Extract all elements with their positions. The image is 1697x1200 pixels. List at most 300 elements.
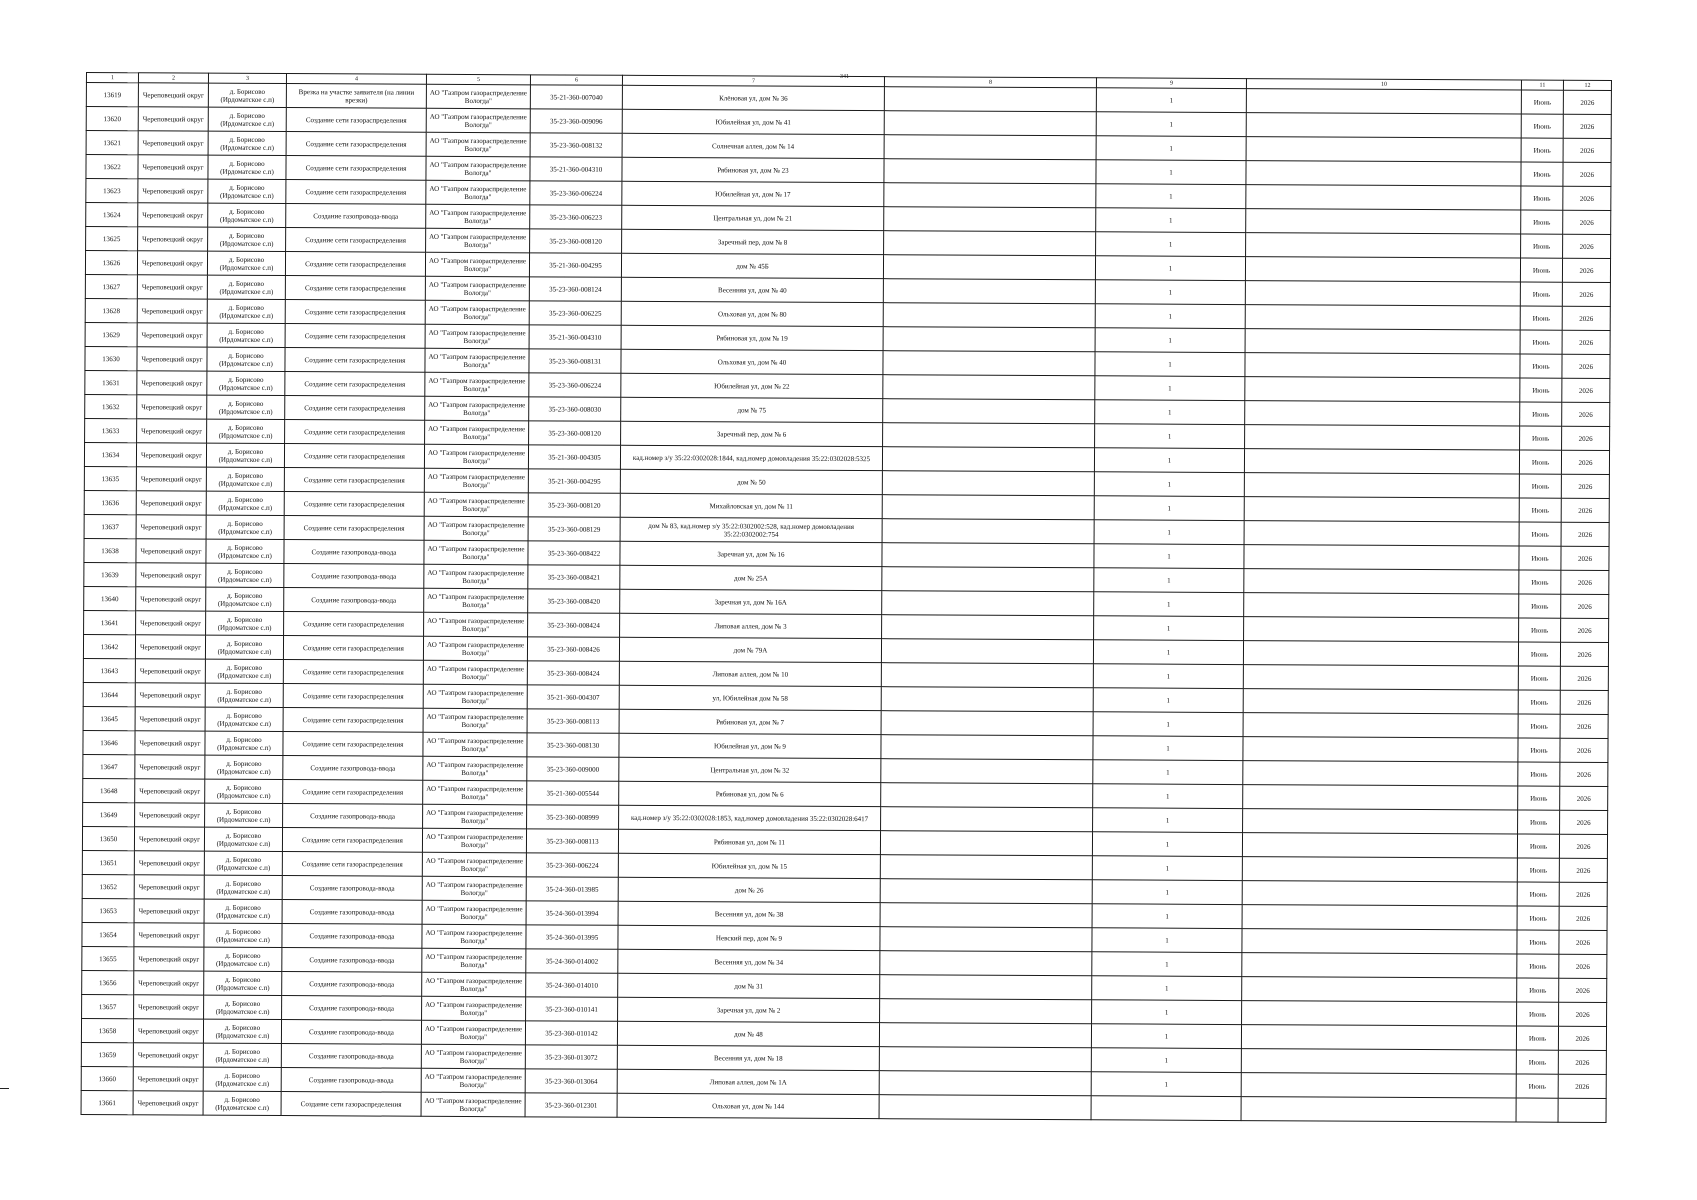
settlement-cell: д. Борисово (Ирдоматское с.п)	[203, 1067, 281, 1091]
remarks-cell	[1243, 641, 1518, 666]
application-number-cell: 35-24-360-013985	[526, 877, 618, 901]
row-number: 13635	[84, 466, 136, 490]
remarks-cell	[1244, 569, 1519, 594]
year-cell: 2026	[1563, 114, 1611, 138]
row-number: 13627	[85, 274, 137, 298]
work-type-cell: Создание сети газораспределения	[283, 660, 423, 685]
quantity-cell: 1	[1091, 1048, 1241, 1073]
row-number: 13661	[81, 1090, 133, 1114]
district-cell: Череповецкий округ	[135, 779, 205, 803]
remarks-cell	[1243, 761, 1518, 786]
notes-cell	[880, 975, 1092, 1000]
organization-cell: АО "Газпром газораспределение Вологда"	[422, 996, 526, 1021]
notes-cell	[881, 663, 1093, 688]
remarks-cell	[1246, 209, 1521, 234]
year-cell: 2026	[1559, 978, 1607, 1002]
application-number-cell: 35-23-360-008424	[527, 661, 619, 685]
remarks-cell	[1243, 737, 1518, 762]
settlement-cell: д. Борисово (Ирдоматское с.п)	[205, 707, 283, 731]
column-number: 1	[86, 73, 138, 83]
remarks-cell	[1242, 977, 1517, 1002]
remarks-cell	[1243, 785, 1518, 810]
application-number-cell: 35-23-360-013064	[525, 1069, 617, 1093]
quantity-cell: 1	[1093, 736, 1243, 761]
address-cell: Липовая аллея, дом № 3	[620, 613, 882, 638]
remarks-cell	[1241, 1025, 1516, 1050]
month-cell: Июнь	[1520, 306, 1562, 330]
district-cell: Череповецкий округ	[138, 131, 208, 155]
month-cell: Июнь	[1520, 378, 1562, 402]
work-type-cell: Создание газопровода-ввода	[281, 1044, 421, 1069]
settlement-cell: д. Борисово (Ирдоматское с.п)	[206, 467, 284, 491]
column-number: 5	[426, 74, 530, 85]
work-type-cell: Создание сети газораспределения	[285, 348, 425, 373]
year-cell: 2026	[1561, 570, 1609, 594]
year-cell: 2026	[1559, 930, 1607, 954]
row-number: 13659	[81, 1042, 133, 1066]
notes-cell	[879, 1047, 1091, 1072]
district-cell: Череповецкий округ	[138, 179, 208, 203]
quantity-cell: 1	[1094, 616, 1244, 641]
work-type-cell: Создание сети газораспределения	[284, 516, 424, 541]
application-number-cell: 35-23-360-008421	[528, 565, 620, 589]
address-cell: Заречный пер, дом № 8	[622, 229, 884, 254]
work-type-cell: Создание сети газораспределения	[286, 228, 426, 253]
settlement-cell: д. Борисово (Ирдоматское с.п)	[207, 299, 285, 323]
application-number-cell: 35-23-360-008113	[526, 829, 618, 853]
district-cell: Череповецкий округ	[138, 203, 208, 227]
application-number-cell: 35-21-360-004310	[530, 157, 622, 181]
remarks-cell	[1243, 665, 1518, 690]
column-number: 8	[884, 77, 1096, 88]
row-number: 13651	[82, 850, 134, 874]
quantity-cell: 1	[1093, 760, 1243, 785]
address-cell: дом № 48	[617, 1021, 879, 1046]
district-cell: Череповецкий округ	[137, 395, 207, 419]
application-number-cell: 35-23-360-008120	[529, 421, 621, 445]
work-type-cell: Создание сети газораспределения	[285, 300, 425, 325]
address-cell: Весенняя ул, дом № 34	[618, 949, 880, 974]
address-cell: Клёновая ул, дом № 36	[622, 85, 884, 110]
year-cell: 2026	[1559, 954, 1607, 978]
remarks-cell	[1246, 113, 1521, 138]
month-cell: Июнь	[1519, 546, 1561, 570]
table-body	[81, 83, 1611, 1123]
month-cell: Июнь	[1518, 810, 1560, 834]
settlement-cell: д. Борисово (Ирдоматское с.п)	[208, 131, 286, 155]
notes-cell	[883, 351, 1095, 376]
district-cell: Череповецкий округ	[135, 707, 205, 731]
column-number: 6	[530, 75, 622, 85]
district-cell: Череповецкий округ	[137, 323, 207, 347]
month-cell: Июнь	[1521, 186, 1563, 210]
organization-cell: АО "Газпром газораспределение Вологда"	[424, 588, 528, 613]
address-cell: Рябиновая ул, дом № 11	[618, 829, 880, 854]
year-cell: 2026	[1559, 858, 1607, 882]
month-cell	[1516, 1098, 1558, 1122]
notes-cell	[884, 183, 1096, 208]
work-type-cell: Создание сети газораспределения	[285, 396, 425, 421]
application-number-cell: 35-23-360-008120	[530, 229, 622, 253]
district-cell: Череповецкий округ	[135, 731, 205, 755]
row-number: 13623	[86, 179, 138, 203]
address-cell: дом № 31	[618, 973, 880, 998]
remarks-cell	[1245, 257, 1520, 282]
row-number: 13633	[85, 418, 137, 442]
district-cell: Череповецкий округ	[135, 635, 205, 659]
address-cell: кад.номер з/у 35:22:0302028:1844, кад.номер домовладения 35:22:0302028:5325	[620, 445, 882, 470]
organization-cell: АО "Газпром газораспределение Вологда"	[424, 444, 528, 469]
month-cell: Июнь	[1516, 1074, 1558, 1098]
row-number: 13644	[83, 682, 135, 706]
application-number-cell: 35-21-360-004295	[529, 253, 621, 277]
row-number: 13622	[86, 155, 138, 179]
settlement-cell: д. Борисово (Ирдоматское с.п)	[207, 419, 285, 443]
organization-cell: АО "Газпром газораспределение Вологда"	[425, 300, 529, 325]
organization-cell: АО "Газпром газораспределение Вологда"	[424, 612, 528, 637]
application-number-cell: 35-23-360-006225	[529, 301, 621, 325]
application-number-cell: 35-23-360-008113	[527, 709, 619, 733]
notes-cell	[882, 519, 1094, 544]
quantity-cell	[1091, 1096, 1241, 1121]
work-type-cell: Создание газопровода-ввода	[282, 948, 422, 973]
application-number-cell: 35-23-360-008129	[528, 517, 620, 541]
notes-cell	[879, 1095, 1091, 1120]
settlement-cell: д. Борисово (Ирдоматское с.п)	[204, 947, 282, 971]
application-number-cell: 35-23-360-012301	[525, 1093, 617, 1117]
work-type-cell: Врезка на участке заявителя (на линии врезки)	[286, 84, 426, 109]
row-number: 13660	[81, 1066, 133, 1090]
month-cell: Июнь	[1517, 1002, 1559, 1026]
remarks-cell	[1244, 521, 1519, 546]
row-number: 13649	[83, 802, 135, 826]
district-cell: Череповецкий округ	[134, 851, 204, 875]
work-type-cell: Создание сети газораспределения	[283, 684, 423, 709]
notes-cell	[883, 423, 1095, 448]
column-number: 12	[1563, 80, 1611, 90]
address-cell: Заречная ул, дом № 2	[618, 997, 880, 1022]
organization-cell: АО "Газпром газораспределение Вологда"	[426, 180, 530, 205]
quantity-cell: 1	[1094, 520, 1244, 545]
column-number: 11	[1521, 80, 1563, 90]
quantity-cell: 1	[1094, 544, 1244, 569]
organization-cell: АО "Газпром газораспределение Вологда"	[422, 948, 526, 973]
page-number: 341	[840, 74, 849, 80]
row-number: 13639	[84, 562, 136, 586]
month-cell: Июнь	[1518, 738, 1560, 762]
quantity-cell: 1	[1095, 280, 1245, 305]
settlement-cell: д. Борисово (Ирдоматское с.п)	[208, 203, 286, 227]
scan-edge-mark	[0, 1088, 9, 1089]
district-cell: Череповецкий округ	[136, 587, 206, 611]
work-type-cell: Создание сети газораспределения	[284, 468, 424, 493]
quantity-cell: 1	[1091, 1024, 1241, 1049]
notes-cell	[881, 711, 1093, 736]
address-cell: ул, Юбилейная дом № 58	[619, 685, 881, 710]
settlement-cell: д. Борисово (Ирдоматское с.п)	[205, 779, 283, 803]
row-number: 13634	[84, 442, 136, 466]
remarks-cell	[1245, 377, 1520, 402]
address-cell: Михайловская ул, дом № 11	[620, 493, 882, 518]
row-number: 13655	[82, 946, 134, 970]
column-number: 3	[208, 73, 286, 83]
address-cell: Юбилейная ул, дом № 22	[621, 373, 883, 398]
address-cell: Рябиновая ул, дом № 19	[621, 325, 883, 350]
organization-cell: АО "Газпром газораспределение Вологда"	[423, 732, 527, 757]
organization-cell: АО "Газпром газораспределение Вологда"	[426, 228, 530, 253]
quantity-cell: 1	[1092, 832, 1242, 857]
organization-cell: АО "Газпром газораспределение Вологда"	[423, 756, 527, 781]
settlement-cell: д. Борисово (Ирдоматское с.п)	[204, 827, 282, 851]
settlement-cell: д. Борисово (Ирдоматское с.п)	[203, 1019, 281, 1043]
year-cell: 2026	[1562, 282, 1610, 306]
notes-cell	[882, 615, 1094, 640]
district-cell: Череповецкий округ	[138, 83, 208, 107]
year-cell: 2026	[1561, 594, 1609, 618]
organization-cell: АО "Газпром газораспределение Вологда"	[421, 1092, 525, 1117]
month-cell: Июнь	[1521, 234, 1563, 258]
application-number-cell: 35-23-360-008420	[528, 589, 620, 613]
work-type-cell: Создание газопровода-ввода	[282, 924, 422, 949]
settlement-cell: д. Борисово (Ирдоматское с.п)	[204, 995, 282, 1019]
application-number-cell: 35-23-360-008422	[528, 541, 620, 565]
application-number-cell: 35-23-360-009000	[527, 757, 619, 781]
month-cell: Июнь	[1517, 978, 1559, 1002]
work-type-cell: Создание сети газораспределения	[284, 444, 424, 469]
application-number-cell: 35-23-360-008124	[529, 277, 621, 301]
application-number-cell: 35-23-360-010141	[526, 997, 618, 1021]
month-cell: Июнь	[1521, 162, 1563, 186]
work-type-cell: Создание сети газораспределения	[282, 852, 422, 877]
organization-cell: АО "Газпром газораспределение Вологда"	[422, 924, 526, 949]
notes-cell	[881, 783, 1093, 808]
organization-cell: АО "Газпром газораспределение Вологда"	[422, 876, 526, 901]
row-number: 13646	[83, 730, 135, 754]
notes-cell	[880, 855, 1092, 880]
district-cell: Череповецкий округ	[135, 803, 205, 827]
year-cell: 2026	[1563, 210, 1611, 234]
application-number-cell: 35-23-360-010142	[525, 1021, 617, 1045]
notes-cell	[882, 471, 1094, 496]
year-cell: 2026	[1563, 138, 1611, 162]
address-cell: дом № 26	[618, 877, 880, 902]
district-cell: Череповецкий округ	[137, 347, 207, 371]
settlement-cell: д. Борисово (Ирдоматское с.п)	[205, 635, 283, 659]
work-type-cell: Создание газопровода-ввода	[281, 1020, 421, 1045]
month-cell: Июнь	[1517, 930, 1559, 954]
quantity-cell: 1	[1094, 448, 1244, 473]
organization-cell: АО "Газпром газораспределение Вологда"	[422, 852, 526, 877]
remarks-cell	[1241, 1049, 1516, 1074]
work-type-cell: Создание сети газораспределения	[285, 324, 425, 349]
year-cell: 2026	[1561, 546, 1609, 570]
row-number: 13658	[81, 1018, 133, 1042]
district-cell: Череповецкий округ	[136, 443, 206, 467]
notes-cell	[882, 591, 1094, 616]
year-cell: 2026	[1560, 786, 1608, 810]
address-cell: Центральная ул, дом № 32	[619, 757, 881, 782]
application-number-cell: 35-23-360-008030	[529, 397, 621, 421]
remarks-cell	[1244, 545, 1519, 570]
row-number: 13647	[83, 754, 135, 778]
work-type-cell: Создание сети газораспределения	[282, 828, 422, 853]
remarks-cell	[1246, 137, 1521, 162]
row-number: 13631	[85, 370, 137, 394]
district-cell: Череповецкий округ	[136, 539, 206, 563]
application-number-cell: 35-24-360-013994	[526, 901, 618, 925]
remarks-cell	[1241, 1097, 1516, 1122]
settlement-cell: д. Борисово (Ирдоматское с.п)	[207, 323, 285, 347]
district-cell: Череповецкий округ	[134, 923, 204, 947]
application-number-cell: 35-21-360-004295	[528, 469, 620, 493]
settlement-cell: д. Борисово (Ирдоматское с.п)	[204, 875, 282, 899]
settlement-cell: д. Борисово (Ирдоматское с.п)	[205, 731, 283, 755]
organization-cell: АО "Газпром газораспределение Вологда"	[425, 420, 529, 445]
notes-cell	[883, 279, 1095, 304]
address-cell: Юбилейная ул, дом № 9	[619, 733, 881, 758]
year-cell: 2026	[1560, 642, 1608, 666]
quantity-cell: 1	[1096, 112, 1246, 137]
work-type-cell: Создание газопровода-ввода	[283, 756, 423, 781]
row-number: 13654	[82, 922, 134, 946]
quantity-cell: 1	[1092, 976, 1242, 1001]
year-cell: 2026	[1561, 498, 1609, 522]
address-cell: дом № 79А	[619, 637, 881, 662]
organization-cell: АО "Газпром газораспределение Вологда"	[424, 540, 528, 565]
row-number: 13653	[82, 898, 134, 922]
district-cell: Череповецкий округ	[136, 515, 206, 539]
district-cell: Череповецкий округ	[137, 299, 207, 323]
notes-cell	[884, 207, 1096, 232]
remarks-cell	[1243, 713, 1518, 738]
document-sheet	[80, 72, 1611, 1155]
year-cell: 2026	[1561, 450, 1609, 474]
organization-cell: АО "Газпром газораспределение Вологда"	[421, 1068, 525, 1093]
year-cell: 2026	[1562, 426, 1610, 450]
organization-cell: АО "Газпром газораспределение Вологда"	[425, 372, 529, 397]
row-number: 13624	[86, 203, 138, 227]
remarks-cell	[1243, 809, 1518, 834]
settlement-cell: д. Борисово (Ирдоматское с.п)	[207, 275, 285, 299]
row-number: 13650	[82, 826, 134, 850]
work-type-cell: Создание сети газораспределения	[281, 1092, 421, 1117]
remarks-cell	[1242, 881, 1517, 906]
work-type-cell: Создание сети газораспределения	[284, 612, 424, 637]
month-cell: Июнь	[1520, 426, 1562, 450]
remarks-cell	[1244, 617, 1519, 642]
application-number-cell: 35-24-360-013995	[526, 925, 618, 949]
work-type-cell: Создание газопровода-ввода	[281, 1068, 421, 1093]
application-number-cell: 35-21-360-004307	[527, 685, 619, 709]
district-cell: Череповецкий округ	[134, 995, 204, 1019]
month-cell: Июнь	[1519, 522, 1561, 546]
year-cell: 2026	[1560, 714, 1608, 738]
district-cell: Череповецкий округ	[136, 611, 206, 635]
settlement-cell: д. Борисово (Ирдоматское с.п)	[205, 755, 283, 779]
district-cell: Череповецкий округ	[135, 683, 205, 707]
year-cell: 2026	[1562, 306, 1610, 330]
notes-cell	[882, 543, 1094, 568]
month-cell: Июнь	[1517, 906, 1559, 930]
year-cell: 2026	[1560, 690, 1608, 714]
district-cell: Череповецкий округ	[136, 491, 206, 515]
organization-cell: АО "Газпром газораспределение Вологда"	[423, 636, 527, 661]
row-number: 13625	[86, 227, 138, 251]
quantity-cell: 1	[1094, 472, 1244, 497]
row-number: 13636	[84, 490, 136, 514]
remarks-cell	[1244, 497, 1519, 522]
settlement-cell: д. Борисово (Ирдоматское с.п)	[205, 659, 283, 683]
address-cell: Весенняя ул, дом № 38	[618, 901, 880, 926]
month-cell: Июнь	[1519, 450, 1561, 474]
district-cell: Череповецкий округ	[133, 1067, 203, 1091]
remarks-cell	[1245, 401, 1520, 426]
organization-cell: АО "Газпром газораспределение Вологда"	[423, 804, 527, 829]
work-type-cell: Создание сети газораспределения	[283, 732, 423, 757]
address-cell: Юбилейная ул, дом № 41	[622, 109, 884, 134]
district-cell: Череповецкий округ	[136, 563, 206, 587]
district-cell: Череповецкий округ	[134, 899, 204, 923]
quantity-cell: 1	[1096, 136, 1246, 161]
row-number: 13637	[84, 514, 136, 538]
notes-cell	[880, 951, 1092, 976]
address-cell: Юбилейная ул, дом № 17	[622, 181, 884, 206]
address-cell: Ольховая ул, дом № 144	[617, 1093, 879, 1118]
application-number-cell: 35-23-360-006224	[526, 853, 618, 877]
quantity-cell: 1	[1095, 352, 1245, 377]
address-cell: Невский пер, дом № 9	[618, 925, 880, 950]
month-cell: Июнь	[1520, 354, 1562, 378]
month-cell: Июнь	[1518, 786, 1560, 810]
settlement-cell: д. Борисово (Ирдоматское с.п)	[207, 371, 285, 395]
month-cell: Июнь	[1517, 834, 1559, 858]
row-number: 13640	[84, 586, 136, 610]
settlement-cell: д. Борисово (Ирдоматское с.п)	[206, 611, 284, 635]
year-cell: 2026	[1559, 834, 1607, 858]
organization-cell: АО "Газпром газораспределение Вологда"	[424, 492, 528, 517]
row-number: 13628	[85, 298, 137, 322]
work-type-cell: Создание сети газораспределения	[283, 780, 423, 805]
year-cell: 2026	[1561, 618, 1609, 642]
month-cell: Июнь	[1519, 594, 1561, 618]
work-type-cell: Создание газопровода-ввода	[286, 204, 426, 229]
gas-connection-table	[81, 72, 1612, 1123]
month-cell: Июнь	[1519, 618, 1561, 642]
row-number: 13629	[85, 322, 137, 346]
notes-cell	[880, 927, 1092, 952]
row-number: 13619	[86, 83, 138, 107]
notes-cell	[882, 495, 1094, 520]
work-type-cell: Создание сети газораспределения	[286, 132, 426, 157]
district-cell: Череповецкий округ	[138, 155, 208, 179]
organization-cell: АО "Газпром газораспределение Вологда"	[426, 132, 530, 157]
row-number: 13630	[85, 346, 137, 370]
month-cell: Июнь	[1516, 1050, 1558, 1074]
quantity-cell: 1	[1095, 400, 1245, 425]
row-number: 13657	[82, 994, 134, 1018]
settlement-cell: д. Борисово (Ирдоматское с.п)	[207, 251, 285, 275]
remarks-cell	[1244, 593, 1519, 618]
remarks-cell	[1245, 305, 1520, 330]
address-cell: Рябиновая ул, дом № 7	[619, 709, 881, 734]
work-type-cell: Создание сети газораспределения	[285, 420, 425, 445]
address-cell: Липовая аллея, дом № 1А	[617, 1069, 879, 1094]
quantity-cell: 1	[1095, 304, 1245, 329]
quantity-cell: 1	[1096, 232, 1246, 257]
settlement-cell: д. Борисово (Ирдоматское с.п)	[205, 803, 283, 827]
settlement-cell: д. Борисово (Ирдоматское с.п)	[208, 155, 286, 179]
district-cell: Череповецкий округ	[135, 755, 205, 779]
